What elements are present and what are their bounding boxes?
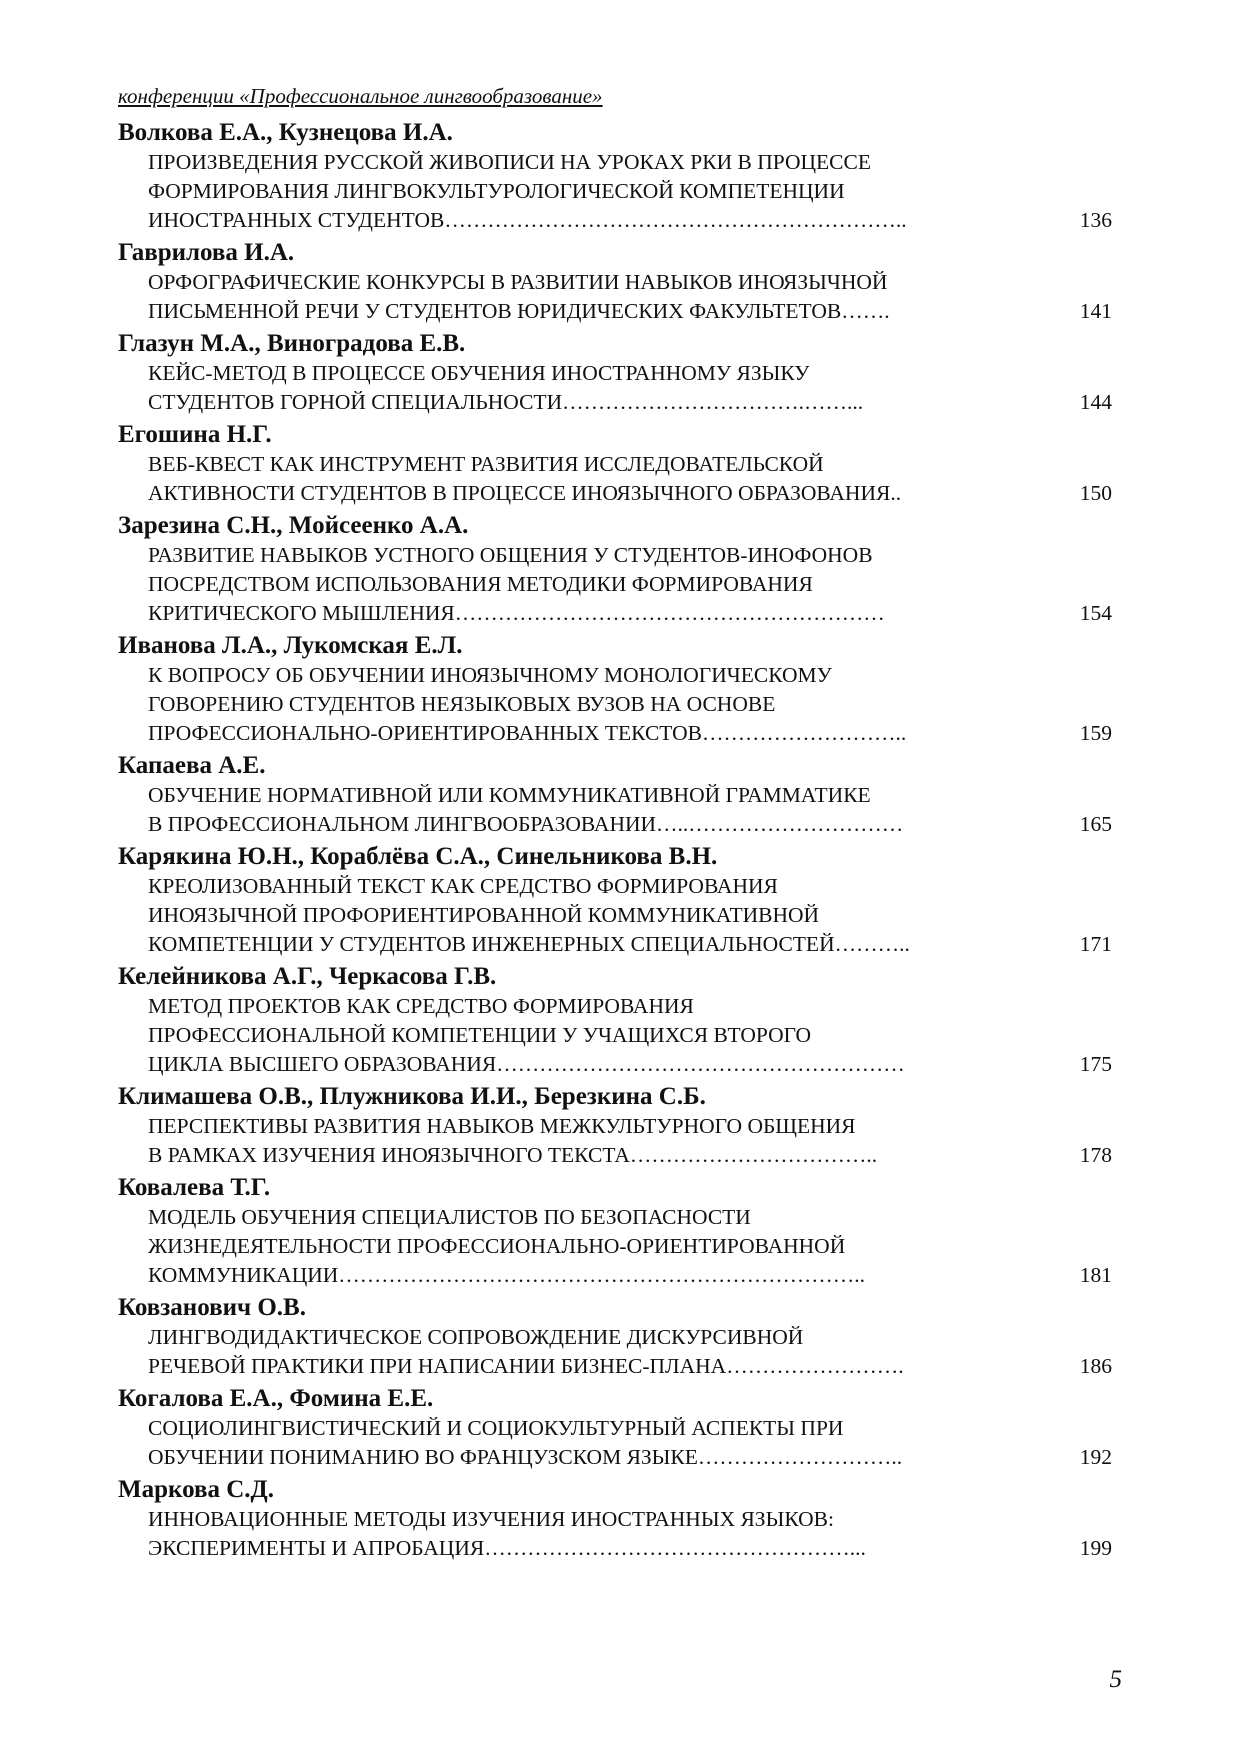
entry-title-line bbox=[118, 541, 1126, 570]
entry-authors: Климашева О.В., Плужникова И.И., Березкина С.Б. bbox=[118, 1083, 706, 1110]
entry-title-line bbox=[118, 1534, 1126, 1563]
running-header: конференции «Профессиональное лингвообразование» bbox=[118, 84, 603, 108]
entry-title-line bbox=[118, 570, 1126, 599]
toc-entry bbox=[118, 511, 1126, 628]
entry-title-text: КЕЙС-МЕТОД В ПРОЦЕССЕ ОБУЧЕНИЯ ИНОСТРАННОМУ ЯЗЫКУ bbox=[148, 361, 810, 385]
toc-entry bbox=[118, 962, 1126, 1079]
toc-entry bbox=[118, 1082, 1126, 1170]
entry-title-text: ОРФОГРАФИЧЕСКИЕ КОНКУРСЫ В РАЗВИТИИ НАВЫКОВ ИНОЯЗЫЧНОЙ bbox=[148, 270, 888, 294]
entry-title-text: МЕТОД ПРОЕКТОВ КАК СРЕДСТВО ФОРМИРОВАНИЯ bbox=[148, 994, 694, 1018]
entry-title-line bbox=[118, 1352, 1126, 1381]
entry-title-line bbox=[118, 1141, 1126, 1170]
entry-page-number: 144 bbox=[1079, 390, 1112, 414]
toc-entry bbox=[118, 420, 1126, 508]
entry-title-line bbox=[118, 719, 1126, 748]
entry-title-text: ФОРМИРОВАНИЯ ЛИНГВОКУЛЬТУРОЛОГИЧЕСКОЙ КОМПЕТЕНЦИИ bbox=[148, 179, 845, 203]
entry-authors: Капаева А.Е. bbox=[118, 752, 266, 779]
entry-title-line bbox=[118, 1050, 1126, 1079]
entry-title-line bbox=[118, 1414, 1126, 1443]
entry-title-line bbox=[118, 1323, 1126, 1352]
entry-title-text: КРЕОЛИЗОВАННЫЙ ТЕКСТ КАК СРЕДСТВО ФОРМИРОВАНИЯ bbox=[148, 874, 778, 898]
entry-title-text: ПИСЬМЕННОЙ РЕЧИ У СТУДЕНТОВ ЮРИДИЧЕСКИХ ФАКУЛЬТЕТОВ……. bbox=[148, 299, 890, 323]
entry-title-text: В ПРОФЕССИОНАЛЬНОМ ЛИНГВООБРАЗОВАНИИ…..………………………… bbox=[148, 812, 904, 836]
entry-title-text: В РАМКАХ ИЗУЧЕНИЯ ИНОЯЗЫЧНОГО ТЕКСТА…………………………….. bbox=[148, 1143, 878, 1167]
entry-title-text: РАЗВИТИЕ НАВЫКОВ УСТНОГО ОБЩЕНИЯ У СТУДЕНТОВ-ИНОФОНОВ bbox=[148, 543, 873, 567]
toc-entry bbox=[118, 1384, 1126, 1472]
entry-page-number: 141 bbox=[1079, 299, 1112, 323]
entry-title-text: ЦИКЛА ВЫСШЕГО ОБРАЗОВАНИЯ………………………………………………… bbox=[148, 1052, 905, 1076]
toc-entry bbox=[118, 631, 1126, 748]
entry-title-text: ПРОФЕССИОНАЛЬНОЙ КОМПЕТЕНЦИИ У УЧАЩИХСЯ ВТОРОГО bbox=[148, 1023, 812, 1047]
entry-title-text: ОБУЧЕНИЕ НОРМАТИВНОЙ ИЛИ КОММУНИКАТИВНОЙ ГРАММАТИКЕ bbox=[148, 783, 871, 807]
entry-authors: Егошина Н.Г. bbox=[118, 421, 272, 448]
entry-title-text: СОЦИОЛИНГВИСТИЧЕСКИЙ И СОЦИОКУЛЬТУРНЫЙ АСПЕКТЫ ПРИ bbox=[148, 1416, 844, 1440]
entry-title-text: ПРОФЕССИОНАЛЬНО-ОРИЕНТИРОВАННЫХ ТЕКСТОВ……………………….. bbox=[148, 721, 907, 745]
entry-title-text: РЕЧЕВОЙ ПРАКТИКИ ПРИ НАПИСАНИИ БИЗНЕС-ПЛАНА……………………. bbox=[148, 1354, 904, 1378]
entry-page-number: 136 bbox=[1079, 208, 1112, 232]
entry-title-line bbox=[118, 1112, 1126, 1141]
toc-entry bbox=[118, 1475, 1126, 1563]
entry-title-text: АКТИВНОСТИ СТУДЕНТОВ В ПРОЦЕССЕ ИНОЯЗЫЧНОГО ОБРАЗОВАНИЯ.. bbox=[148, 481, 902, 505]
entry-title-line bbox=[118, 661, 1126, 690]
entry-title-text: МОДЕЛЬ ОБУЧЕНИЯ СПЕЦИАЛИСТОВ ПО БЕЗОПАСНОСТИ bbox=[148, 1205, 751, 1229]
entry-authors: Глазун М.А., Виноградова Е.В. bbox=[118, 330, 466, 357]
entry-title-line bbox=[118, 992, 1126, 1021]
entry-title-line bbox=[118, 177, 1126, 206]
entry-title-text: К ВОПРОСУ ОБ ОБУЧЕНИИ ИНОЯЗЫЧНОМУ МОНОЛОГИЧЕСКОМУ bbox=[148, 663, 832, 687]
page-number: 5 bbox=[1109, 1666, 1122, 1693]
entry-title-line bbox=[118, 206, 1126, 235]
entry-title-text: ИНОЯЗЫЧНОЙ ПРОФОРИЕНТИРОВАННОЙ КОММУНИКАТИВНОЙ bbox=[148, 903, 820, 927]
entry-page-number: 186 bbox=[1079, 1354, 1112, 1378]
entry-title-line bbox=[118, 1443, 1126, 1472]
entry-title-text: ЭКСПЕРИМЕНТЫ И АПРОБАЦИЯ……………………………………………... bbox=[148, 1536, 866, 1560]
entry-page-number: 171 bbox=[1079, 932, 1112, 956]
entry-title-line bbox=[118, 930, 1126, 959]
entry-authors: Зарезина С.Н., Мойсеенко А.А. bbox=[118, 512, 469, 539]
entry-authors: Когалова Е.А., Фомина Е.Е. bbox=[118, 1385, 434, 1412]
toc-entry bbox=[118, 118, 1126, 235]
entry-authors: Ковалева Т.Г. bbox=[118, 1174, 271, 1201]
toc-entry bbox=[118, 1293, 1126, 1381]
table-of-contents bbox=[118, 118, 1126, 1566]
toc-entry bbox=[118, 842, 1126, 959]
entry-title-text: ОБУЧЕНИИ ПОНИМАНИЮ ВО ФРАНЦУЗСКОМ ЯЗЫКЕ……………………….. bbox=[148, 1445, 903, 1469]
entry-title-line bbox=[118, 1021, 1126, 1050]
entry-title-line bbox=[118, 450, 1126, 479]
toc-entry bbox=[118, 751, 1126, 839]
entry-authors: Маркова С.Д. bbox=[118, 1476, 274, 1503]
entry-title-text: ЖИЗНЕДЕЯТЕЛЬНОСТИ ПРОФЕССИОНАЛЬНО-ОРИЕНТИРОВАННОЙ bbox=[148, 1234, 846, 1258]
entry-title-text: ИНОСТРАННЫХ СТУДЕНТОВ……………………………………………………….. bbox=[148, 208, 907, 232]
entry-page-number: 199 bbox=[1079, 1536, 1112, 1560]
entry-title-line bbox=[118, 268, 1126, 297]
entry-title-text: СТУДЕНТОВ ГОРНОЙ СПЕЦИАЛЬНОСТИ…………………………….……... bbox=[148, 390, 864, 414]
entry-title-line bbox=[118, 1203, 1126, 1232]
entry-title-text: ПОСРЕДСТВОМ ИСПОЛЬЗОВАНИЯ МЕТОДИКИ ФОРМИРОВАНИЯ bbox=[148, 572, 813, 596]
entry-title-text: КОМПЕТЕНЦИИ У СТУДЕНТОВ ИНЖЕНЕРНЫХ СПЕЦИАЛЬНОСТЕЙ……….. bbox=[148, 932, 910, 956]
entry-page-number: 165 bbox=[1079, 812, 1112, 836]
entry-title-line bbox=[118, 690, 1126, 719]
entry-authors: Ковзанович О.В. bbox=[118, 1294, 306, 1321]
entry-title-line bbox=[118, 810, 1126, 839]
toc-entry bbox=[118, 1173, 1126, 1290]
entry-title-line bbox=[118, 148, 1126, 177]
entry-title-line bbox=[118, 1261, 1126, 1290]
entry-page-number: 154 bbox=[1079, 601, 1112, 625]
entry-title-line bbox=[118, 479, 1126, 508]
entry-title-text: ПЕРСПЕКТИВЫ РАЗВИТИЯ НАВЫКОВ МЕЖКУЛЬТУРНОГО ОБЩЕНИЯ bbox=[148, 1114, 856, 1138]
entry-authors: Карякина Ю.Н., Кораблёва С.А., Синельникова В.Н. bbox=[118, 843, 718, 870]
entry-title-line bbox=[118, 297, 1126, 326]
entry-title-line bbox=[118, 1232, 1126, 1261]
entry-page-number: 178 bbox=[1079, 1143, 1112, 1167]
entry-title-line bbox=[118, 872, 1126, 901]
toc-entry bbox=[118, 238, 1126, 326]
entry-title-text: ВЕБ-КВЕСТ КАК ИНСТРУМЕНТ РАЗВИТИЯ ИССЛЕДОВАТЕЛЬСКОЙ bbox=[148, 452, 824, 476]
entry-title-line bbox=[118, 901, 1126, 930]
entry-title-text: ПРОИЗВЕДЕНИЯ РУССКОЙ ЖИВОПИСИ НА УРОКАХ РКИ В ПРОЦЕССЕ bbox=[148, 150, 871, 174]
entry-title-text: ЛИНГВОДИДАКТИЧЕСКОЕ СОПРОВОЖДЕНИЕ ДИСКУРСИВНОЙ bbox=[148, 1325, 804, 1349]
entry-page-number: 175 bbox=[1079, 1052, 1112, 1076]
entry-title-line bbox=[118, 1505, 1126, 1534]
entry-title-line bbox=[118, 781, 1126, 810]
entry-authors: Волкова Е.А., Кузнецова И.А. bbox=[118, 119, 453, 146]
entry-page-number: 150 bbox=[1079, 481, 1112, 505]
entry-title-text: КОММУНИКАЦИИ……………………………………………………………….. bbox=[148, 1263, 866, 1287]
entry-title-line bbox=[118, 599, 1126, 628]
entry-title-text: ГОВОРЕНИЮ СТУДЕНТОВ НЕЯЗЫКОВЫХ ВУЗОВ НА ОСНОВЕ bbox=[148, 692, 776, 716]
entry-page-number: 181 bbox=[1079, 1263, 1112, 1287]
entry-page-number: 159 bbox=[1079, 721, 1112, 745]
entry-authors: Гаврилова И.А. bbox=[118, 239, 295, 266]
toc-entry bbox=[118, 329, 1126, 417]
entry-authors: Иванова Л.А., Лукомская Е.Л. bbox=[118, 632, 463, 659]
entry-title-line bbox=[118, 388, 1126, 417]
entry-title-text: ИННОВАЦИОННЫЕ МЕТОДЫ ИЗУЧЕНИЯ ИНОСТРАННЫХ ЯЗЫКОВ: bbox=[148, 1507, 834, 1531]
entry-page-number: 192 bbox=[1079, 1445, 1112, 1469]
entry-title-line bbox=[118, 359, 1126, 388]
entry-authors: Келейникова А.Г., Черкасова Г.В. bbox=[118, 963, 497, 990]
entry-title-text: КРИТИЧЕСКОГО МЫШЛЕНИЯ…………………………………………………… bbox=[148, 601, 885, 625]
